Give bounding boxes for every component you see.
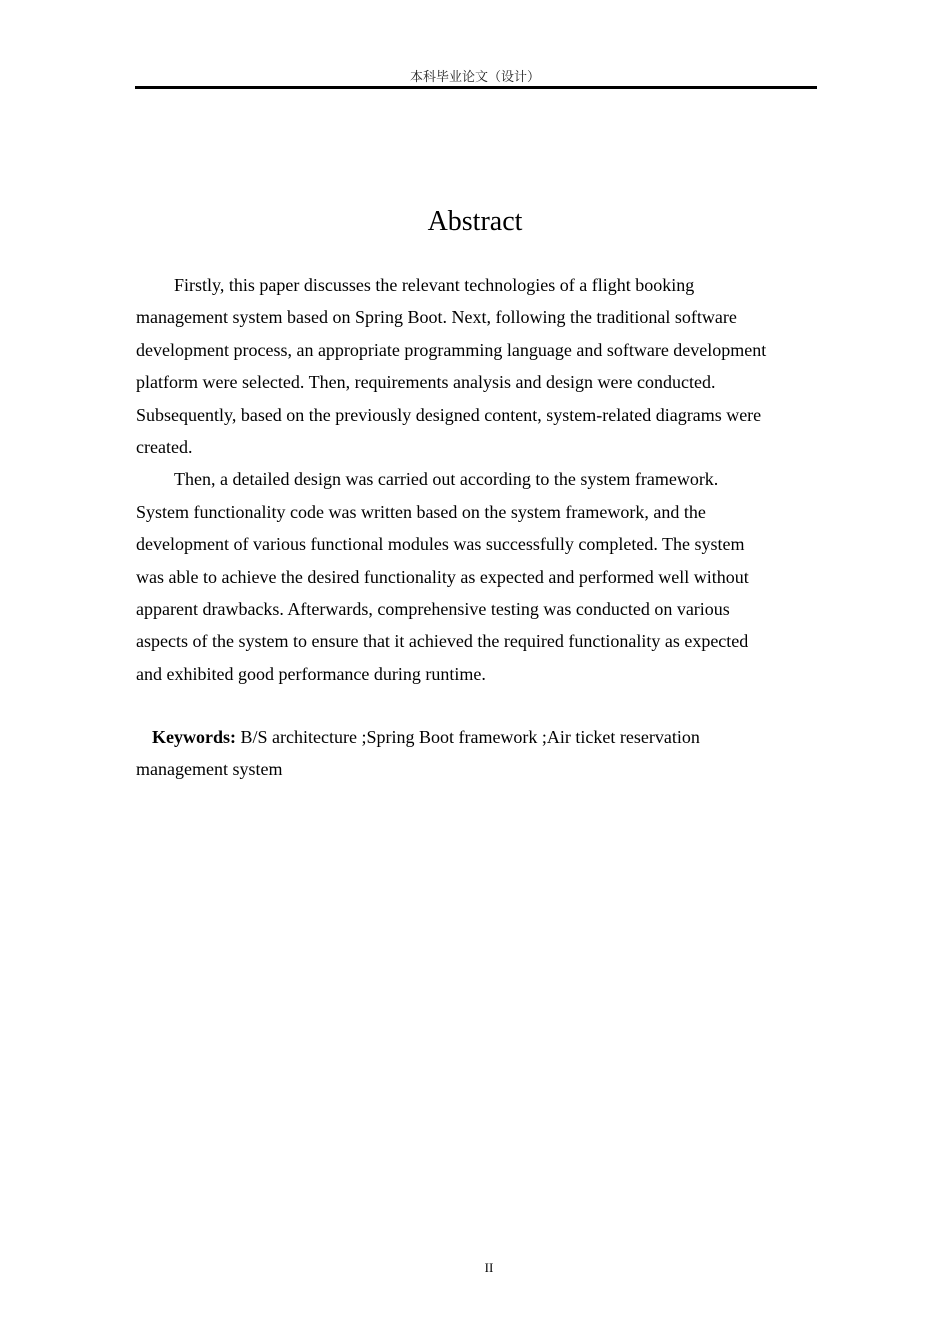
page-header: 本科毕业论文（设计） xyxy=(409,69,540,84)
paragraph-line: and exhibited good performance during runtime. xyxy=(136,663,486,684)
paragraph-line: aspects of the system to ensure that it achieved the required functionality as expected xyxy=(136,631,749,652)
paragraph-line: development process, an appropriate programming language and software development xyxy=(136,339,767,360)
paragraph xyxy=(136,463,836,690)
paragraph-line: apparent drawbacks. Afterwards, comprehensive testing was conducted on various xyxy=(136,598,730,619)
header-rule xyxy=(135,86,817,89)
abstract-title: Abstract xyxy=(427,206,523,237)
paragraph-line: created. xyxy=(136,436,193,457)
keywords-text-cont: management system xyxy=(136,759,283,780)
page-number: II xyxy=(484,1260,494,1275)
paragraph-line: development of various functional modules was successfully completed. The system xyxy=(136,534,745,555)
paragraph-line: platform were selected. Then, requirements analysis and design were conducted. xyxy=(136,372,716,393)
paragraph-line: Then, a detailed design was carried out according to the system framework. xyxy=(174,469,719,490)
paragraph-line: System functionality code was written based on the system framework, and the xyxy=(136,501,706,522)
abstract-body xyxy=(136,269,836,690)
paragraph xyxy=(136,269,836,463)
paragraph-line: was able to achieve the desired functionality as expected and performed well without xyxy=(136,566,749,587)
keywords-text: B/S architecture ;Spring Boot framework ;Air ticket reservation xyxy=(236,727,700,747)
paragraph-line: management system based on Spring Boot. Next, following the traditional software xyxy=(136,307,737,328)
paragraph-line: Firstly, this paper discusses the relevant technologies of a flight booking xyxy=(174,275,695,295)
paragraph-line: Subsequently, based on the previously designed content, system-related diagrams were xyxy=(136,404,762,425)
keywords xyxy=(136,721,700,786)
keywords-label: Keywords: xyxy=(152,727,236,747)
